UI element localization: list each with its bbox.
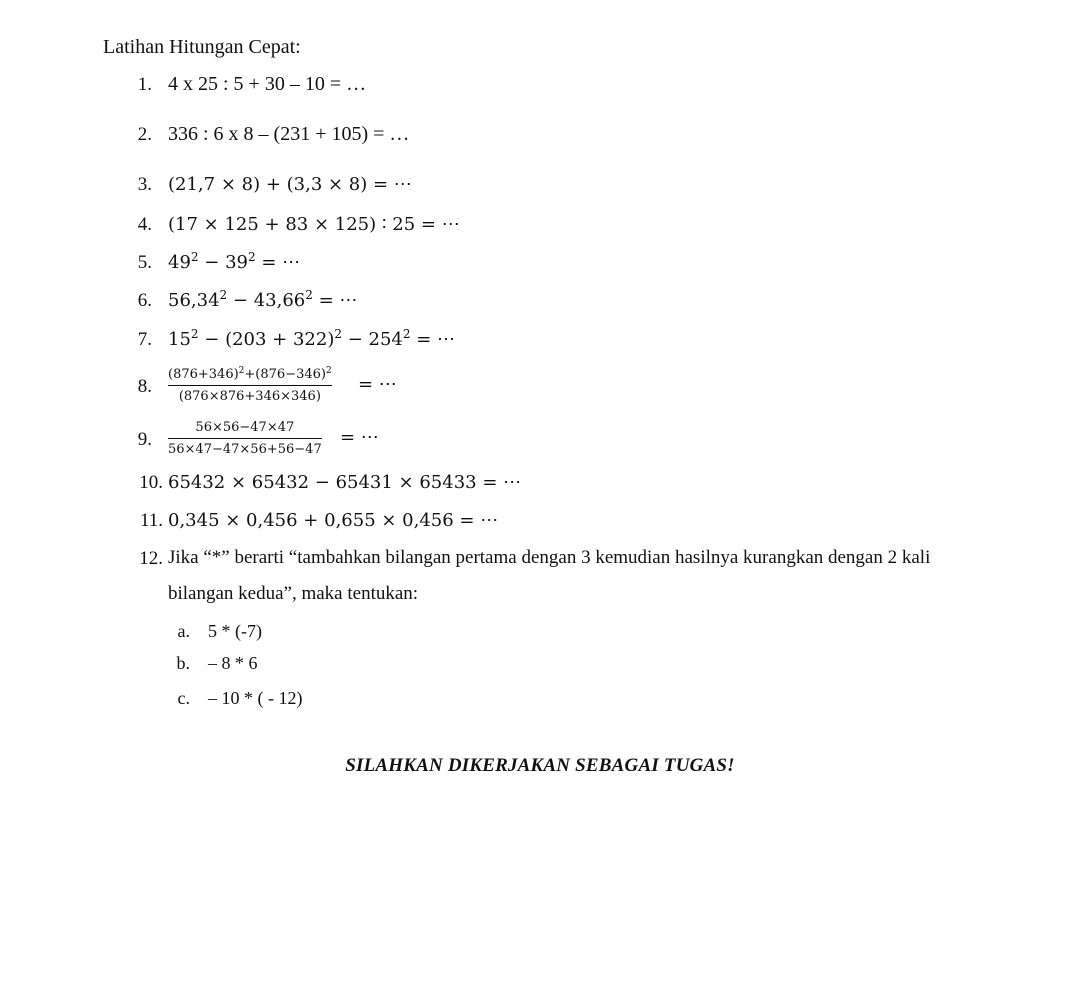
problem-expression: $56,34^2 - 43,66^2$ = ⋯ xyxy=(168,288,358,311)
problem-description-line-2: bilangan kedua”, maka tentukan: xyxy=(168,583,419,604)
problem-equals: = ⋯ xyxy=(358,374,397,395)
problem-expression: $49^2 - 39^2$ = ⋯ xyxy=(168,250,301,273)
problem-number: 12. xyxy=(139,548,163,569)
problem-number: 7. xyxy=(137,329,152,350)
fraction-bar xyxy=(168,385,332,386)
problem-number: 11. xyxy=(139,510,163,531)
subitem-expression: 5 * (-7) xyxy=(208,621,262,641)
problem-expression: 4 x 25 : 5 + 30 – 10 = … xyxy=(168,73,367,95)
problem-description-line-1: Jika “*” berarti “tambahkan bilangan pertama dengan 3 kemudian hasilnya kurangkan dengan 2 kali xyxy=(168,547,931,568)
problem-number: 8. xyxy=(137,376,152,397)
problem-number: 1. xyxy=(137,74,152,95)
fraction-denominator: 56×47−47×56+56−47 xyxy=(168,442,322,457)
problem-equals: = ⋯ xyxy=(340,427,379,448)
assignment-instruction: SILAHKAN DIKERJAKAN SEBAGAI TUGAS! xyxy=(345,755,735,776)
problem-expression: 0,345 × 0,456 + 0,655 × 0,456 = ⋯ xyxy=(168,510,499,531)
problem-number: 9. xyxy=(137,429,152,450)
problem-number: 2. xyxy=(137,124,152,145)
problem-expression: (17 × 125 + 83 × 125) ∶ 25 = ⋯ xyxy=(168,214,460,235)
subitem-expression: – 10 * ( - 12) xyxy=(208,688,303,708)
problem-number: 6. xyxy=(137,290,152,311)
fraction xyxy=(168,419,322,459)
problem-number: 4. xyxy=(137,214,152,235)
subitem-expression: – 8 * 6 xyxy=(208,653,258,673)
subitem-label: b. xyxy=(176,653,190,673)
problem-number: 10. xyxy=(139,472,163,493)
problem-number: 5. xyxy=(137,252,152,273)
problem-expression: 65432 × 65432 − 65431 × 65433 = ⋯ xyxy=(168,472,522,493)
fraction-bar xyxy=(168,438,322,439)
problem-expression: $15^2 - (203 + 322)^2 - 254^2$ = ⋯ xyxy=(168,327,456,350)
fraction xyxy=(168,366,332,406)
subitem-label: a. xyxy=(177,621,190,641)
problem-expression: (21,7 × 8) + (3,3 × 8) = ⋯ xyxy=(168,174,412,195)
subitem-label: c. xyxy=(177,688,190,708)
problem-number: 3. xyxy=(137,174,152,195)
fraction-numerator: 56×56−47×47 xyxy=(195,420,295,435)
problem-expression: 336 : 6 x 8 – (231 + 105) = … xyxy=(168,123,410,145)
fraction-numerator: $(876+346)^2+(876-346)^2$ xyxy=(168,366,332,382)
fraction-denominator: (876×876+346×346) xyxy=(178,389,321,404)
worksheet-title: Latihan Hitungan Cepat: xyxy=(103,36,301,58)
